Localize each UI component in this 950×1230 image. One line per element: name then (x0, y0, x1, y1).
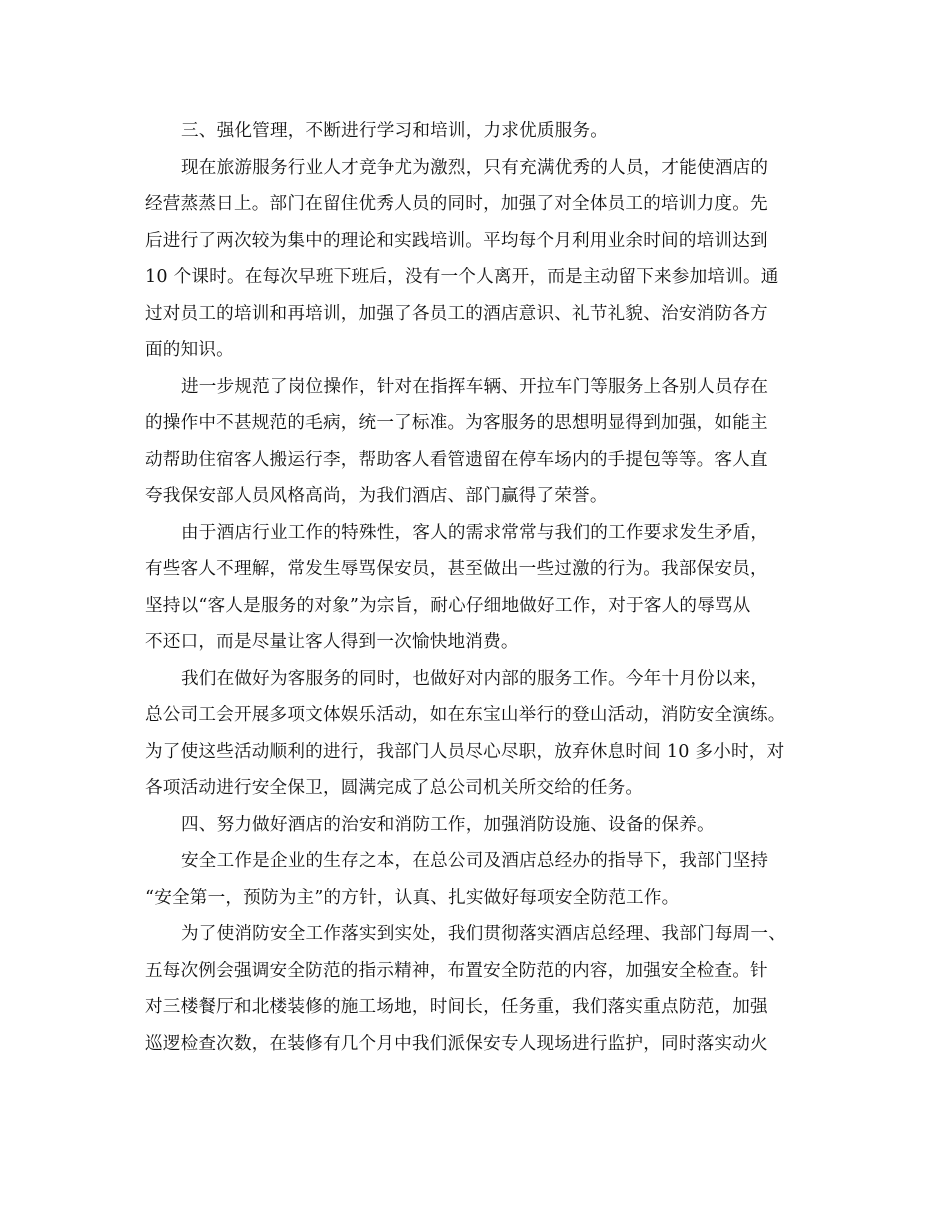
text-line: 后进行了两次较为集中的理论和实践培训。平均每个月利用业余时间的培训达到 (145, 230, 768, 251)
document-body (145, 113, 815, 1062)
text-line: 为了使这些活动顺利的进行，我部门人员尽心尽职，放弃休息时间 10 多小时，对 (145, 741, 785, 762)
text-line: 由于酒店行业工作的特殊性，客人的需求常常与我们的工作要求发生矛盾， (181, 522, 769, 543)
text-line: 夸我保安部人员风格高尚，为我们酒店、部门赢得了荣誉。 (145, 486, 608, 506)
text-line: 的操作中不甚规范的毛病，统一了标准。为客服务的思想明显得到加强，如能主 (145, 413, 768, 433)
text-line: 我们在做好为客服务的同时，也做好对内部的服务工作。今年十月份以来， (181, 668, 769, 689)
text-line: 对三楼餐厅和北楼装修的施工场地，时间长，任务重，我们落实重点防范，加强 (145, 997, 768, 1017)
text-line: 不还口，而是尽量让客人得到一次愉快地消费。 (145, 632, 519, 652)
text-line: 四、努力做好酒店的治安和消防工作，加强消防设施、设备的保养。 (181, 814, 715, 835)
text-line: 三、强化管理，不断进行学习和培训，力求优质服务。 (181, 121, 609, 141)
text-line: 有些客人不理解，常发生辱骂保安员，甚至做出一些过激的行为。我部保安员， (145, 559, 768, 579)
text-line: 进一步规范了岗位操作，针对在指挥车辆、开拉车门等服务上各别人员存在 (181, 376, 769, 397)
text-line: 安全工作是企业的生存之本，在总公司及酒店总经办的指导下，我部门坚持 (181, 851, 769, 871)
text-line: 过对员工的培训和再培训，加强了各员工的酒店意识、礼节礼貌、治安消防各方 (145, 303, 768, 324)
text-line: 10 个课时。在每次早班下班后，没有一个人离开，而是主动留下来参加培训。通 (145, 267, 779, 287)
text-line: 现在旅游服务行业人才竞争尤为激烈，只有充满优秀的人员，才能使酒店的 (181, 157, 769, 178)
text-line: 总公司工会开展多项文体娱乐活动，如在东宝山举行的登山活动，消防安全演练。 (145, 705, 786, 725)
text-line: 为了使消防安全工作落实到实处，我们贯彻落实酒店总经理、我部门每周一、 (181, 924, 786, 944)
text-line: 经营蒸蒸日上。部门在留住优秀人员的同时，加强了对全体员工的培训力度。先 (145, 194, 768, 214)
text-line: 坚持以“客人是服务的对象”为宗旨，耐心仔细地做好工作，对于客人的辱骂从 (145, 595, 751, 616)
text-line: 面的知识。 (145, 340, 234, 360)
text-line: “安全第一，预防为主”的方针，认真、扎实做好每项安全防范工作。 (145, 887, 680, 908)
text-line: 巡逻检查次数，在装修有几个月中我们派保安专人现场进行监护，同时落实动火 (145, 1033, 768, 1054)
text-line: 各项活动进行安全保卫，圆满完成了总公司机关所交给的任务。 (145, 778, 644, 798)
text-line: 动帮助住宿客人搬运行李，帮助客人看管遗留在停车场内的手提包等等。客人直 (145, 449, 768, 470)
text-line: 五每次例会强调安全防范的指示精神，布置安全防范的内容，加强安全检查。针 (145, 960, 768, 981)
